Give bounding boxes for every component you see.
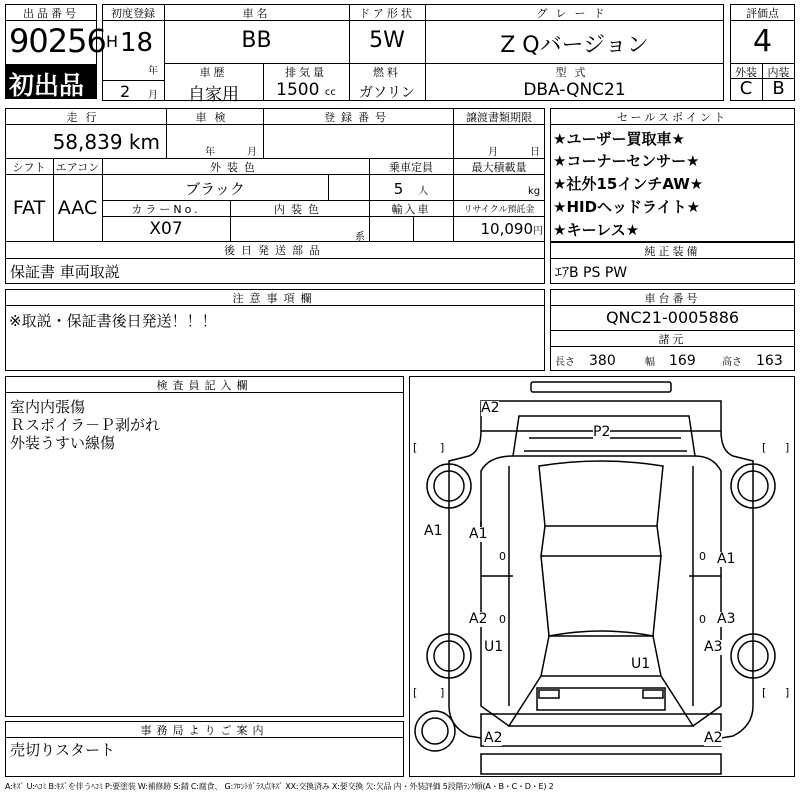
bracket-left-upper-open: [ xyxy=(413,441,418,454)
car-name-label: 車名 xyxy=(242,7,271,20)
history: 自家用 xyxy=(188,85,239,105)
width xyxy=(645,350,696,370)
recycle-label: リサイクル預託金 xyxy=(463,205,535,215)
mileage-value: 58,839 xyxy=(52,130,123,154)
dims-label: 諸元 xyxy=(658,333,687,346)
recycle-unit: 円 xyxy=(533,226,543,237)
office-label: 事務局よりご案内 xyxy=(140,724,269,737)
damage-right-rear-door-a3: A3 xyxy=(717,611,736,627)
displacement xyxy=(263,80,349,100)
sales-point-3: ★社外15インチAW★ xyxy=(553,175,704,193)
lot-number-label: 出品番号 xyxy=(23,7,79,20)
score-label: 評価点 xyxy=(746,7,779,20)
reg-era: H xyxy=(106,32,119,51)
damage-left-front-door-a1: A1 xyxy=(469,526,488,542)
bracket-right-lower-close: ] xyxy=(785,686,790,699)
aircon: AAC xyxy=(57,197,98,219)
first-listing-text: 初出品 xyxy=(9,71,85,100)
ext-score: C xyxy=(739,78,753,99)
reg-month: 2 xyxy=(120,82,131,101)
width-label: 幅 xyxy=(645,357,655,368)
bracket-right-upper-open: [ xyxy=(762,441,767,454)
inspection-year-unit: 年 xyxy=(205,147,215,158)
int-color-label: 内装色 xyxy=(274,203,325,216)
aircon-label: エアコン xyxy=(55,161,100,174)
legend: A:ｷｽﾞ U:ﾍｺﾐ B:ｷｽﾞを伴うﾍｺﾐ P:要塗装 W:補修跡 S:錆 C:腐食、 G:ﾌﾛﾝﾄｶﾞﾗｽ点ｷｽﾞ XX:交換済み X:要交換 欠:欠品 内・外装評価 5段階ﾗﾝｸ順(A・B・C・D・E) 2 xyxy=(5,782,554,791)
capacity-unit: 人 xyxy=(418,186,429,197)
reg-year: 18 xyxy=(120,28,154,58)
reg-year-unit: 年 xyxy=(148,66,158,77)
lot-number: 90256 xyxy=(9,22,106,60)
zero-marker-left-rear: 0 xyxy=(499,613,506,626)
height-value: 163 xyxy=(756,353,783,369)
model-label: 型式 xyxy=(555,66,594,79)
ext-color-label: 外装色 xyxy=(210,161,261,174)
length-value: 380 xyxy=(589,353,616,369)
damage-left-fender-a1: A1 xyxy=(424,523,443,539)
color-no-label: カラーNo. xyxy=(131,203,201,216)
inspector-line-3: 外装うすい線傷 xyxy=(10,434,116,452)
transfer-day-unit: 日 xyxy=(530,147,540,158)
shift: FAT xyxy=(12,197,46,219)
plate-label: 登録番号 xyxy=(324,111,392,124)
bracket-left-lower-open: [ xyxy=(413,686,418,699)
import-label: 輸入車 xyxy=(391,203,431,216)
fuel: ガソリン xyxy=(359,85,415,101)
capacity-label: 乗車定員 xyxy=(389,161,433,174)
capacity-value: 5 xyxy=(393,180,404,198)
model: DBA-QNC21 xyxy=(523,80,626,100)
reg-label: 初度登録 xyxy=(111,7,155,20)
equipment-label: 純正装備 xyxy=(644,245,701,258)
ext-color: ブラック xyxy=(185,180,245,198)
max-load-unit: kg xyxy=(528,186,541,197)
transfer-month-unit: 月 xyxy=(488,147,498,158)
fuel-label: 燃料 xyxy=(373,66,401,79)
mileage xyxy=(10,130,160,154)
color-no: X07 xyxy=(149,219,183,239)
damage-front-a2: A2 xyxy=(481,400,500,416)
damage-rear-a2-left: A2 xyxy=(484,730,503,746)
length xyxy=(555,350,616,370)
zero-marker-right-rear: 0 xyxy=(699,613,706,626)
grade: Z Qバージョン xyxy=(500,33,649,58)
length-label: 長さ xyxy=(555,357,575,368)
transfer-label: 譲渡書類期限 xyxy=(466,111,532,124)
int-color-unit: 系 xyxy=(355,232,365,243)
mileage-unit: km xyxy=(128,130,160,154)
displacement-value: 1500 xyxy=(276,80,320,100)
width-value: 169 xyxy=(669,353,696,369)
reg-month-unit: 月 xyxy=(148,90,158,101)
door-type: 5W xyxy=(369,28,405,53)
inspector-line-1: 室内内張傷 xyxy=(10,398,86,416)
recycle xyxy=(453,220,543,238)
sales-point-5: ★キーレス★ xyxy=(553,221,640,239)
sales-points-label: セールスポイント xyxy=(616,111,728,124)
inspector-label: 検査員記入欄 xyxy=(156,379,253,392)
inspector-line-2: Ｒスポイラ－Ｐ剥がれ xyxy=(10,416,161,434)
max-load-label: 最大積載量 xyxy=(471,161,527,174)
damage-left-quarter-u1: U1 xyxy=(484,639,504,655)
office-message: 売切りスタート xyxy=(10,741,116,759)
bracket-left-lower-close: ] xyxy=(440,686,445,699)
door-label: ドア形状 xyxy=(359,7,415,20)
displacement-unit: cc xyxy=(324,87,336,98)
ext-score-label: 外装 xyxy=(735,66,757,79)
height xyxy=(722,350,783,370)
chassis-number: QNC21-0005886 xyxy=(605,308,740,327)
damage-roof-u1: U1 xyxy=(631,656,651,672)
later-docs: 保証書 車両取説 xyxy=(10,263,120,281)
score: 4 xyxy=(752,24,773,59)
damage-hood-p2: P2 xyxy=(593,424,611,440)
recycle-value: 10,090 xyxy=(480,220,533,238)
displacement-label: 排気量 xyxy=(285,66,327,79)
notes-label: 注意事項欄 xyxy=(232,292,318,305)
history-label: 車歴 xyxy=(199,66,228,79)
sales-point-2: ★コーナーセンサー★ xyxy=(553,152,700,170)
damage-right-front-door-a1: A1 xyxy=(717,551,736,567)
bracket-right-upper-close: ] xyxy=(785,441,790,454)
mileage-label: 走行 xyxy=(66,111,105,124)
notes: ※取説・保証書後日発送！！！ xyxy=(9,312,217,330)
grade-label: グレード xyxy=(536,7,613,20)
damage-right-quarter-a3: A3 xyxy=(704,639,723,655)
sales-point-1: ★ユーザー買取車★ xyxy=(553,130,685,148)
inspection-label: 車検 xyxy=(195,111,234,124)
later-docs-label: 後日発送部品 xyxy=(224,244,326,257)
bracket-left-upper-close: ] xyxy=(440,441,445,454)
inspection-month-unit: 月 xyxy=(247,147,257,158)
zero-marker-right-front: 0 xyxy=(699,550,706,563)
damage-left-rear-door-a2: A2 xyxy=(469,611,488,627)
capacity xyxy=(369,178,453,199)
car-name: BB xyxy=(241,28,272,53)
shift-label: シフト xyxy=(12,161,46,174)
equipment: ｴｱB PS PW xyxy=(555,265,628,281)
height-label: 高さ xyxy=(722,357,742,368)
int-score: B xyxy=(772,78,785,99)
sales-point-4: ★HIDヘッドライト★ xyxy=(553,198,701,216)
bracket-right-lower-open: [ xyxy=(762,686,767,699)
chassis-label: 車台番号 xyxy=(644,292,701,305)
damage-rear-a2-right: A2 xyxy=(704,730,723,746)
zero-marker-left-front: 0 xyxy=(499,550,506,563)
int-score-label: 内装 xyxy=(767,66,790,79)
